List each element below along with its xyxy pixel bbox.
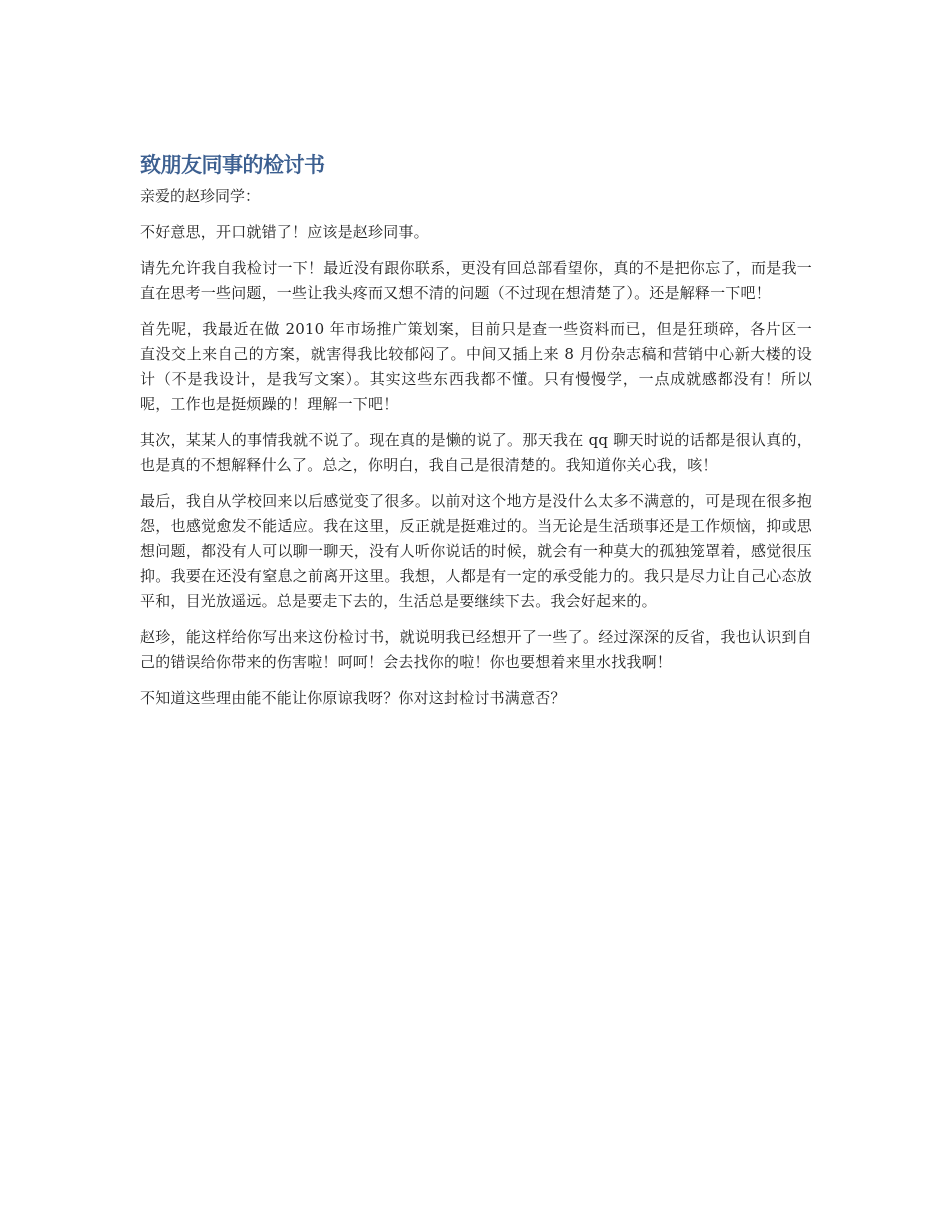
paragraph-closing-question: 不知道这些理由能不能让你原谅我呀？你对这封检讨书满意否？ bbox=[140, 689, 566, 707]
paragraph-self-review: 请先允许我自我检讨一下！最近没有跟你联系，更没有回总部看望你，真的不是把你忘了，而是我一直在思考一些问题，一些让我头疼而又想不清的问题（不过现在想清楚了）。还是解释一下吧！ bbox=[140, 259, 812, 302]
salutation: 亲爱的赵珍同学： bbox=[140, 187, 261, 205]
paragraph-first-reason: 首先呢，我最近在做 2010 年市场推广策划案，目前只是查一些资料而已，但是狂琐碎，各片区一直没交上来自己的方案，就害得我比较郁闷了。中间又插上来 8 月份杂志稿和营销中心新大楼的设计（不是我设计，是我写文案）。其实这些东西我都不懂。只有慢慢学，一点成就感都没有！所以呢，工作也是挺烦躁的！理解一下吧！ bbox=[140, 320, 812, 413]
paragraph-apology-opening: 不好意思，开口就错了！应该是赵珍同事。 bbox=[140, 223, 429, 241]
paragraph-reflection: 赵珍，能这样给你写出来这份检讨书，就说明我已经想开了一些了。经过深深的反省，我也认识到自己的错误给你带来的伤害啦！呵呵！会去找你的啦！你也要想着来里水找我啊！ bbox=[140, 628, 812, 671]
document-page bbox=[140, 148, 812, 722]
paragraph-second-reason: 其次，某某人的事情我就不说了。现在真的是懒的说了。那天我在 qq 聊天时说的话都是很认真的，也是真的不想解释什么了。总之，你明白，我自己是很清楚的。我知道你关心我，咳！ bbox=[140, 431, 812, 474]
page-title: 致朋友同事的检讨书 bbox=[140, 153, 325, 177]
paragraph-last-reason: 最后，我自从学校回来以后感觉变了很多。以前对这个地方是没什么太多不满意的，可是现在很多抱怨，也感觉愈发不能适应。我在这里，反正就是挺难过的。当无论是生活琐事还是工作烦恼，抑或思想问题，都没有人可以聊一聊天，没有人听你说话的时候，就会有一种莫大的孤独笼罩着，感觉很压抑。我要在还没有窒息之前离开这里。我想，人都是有一定的承受能力的。我只是尽力让自己心态放平和，目光放遥远。总是要走下去的，生活总是要继续下去。我会好起来的。 bbox=[140, 492, 812, 610]
